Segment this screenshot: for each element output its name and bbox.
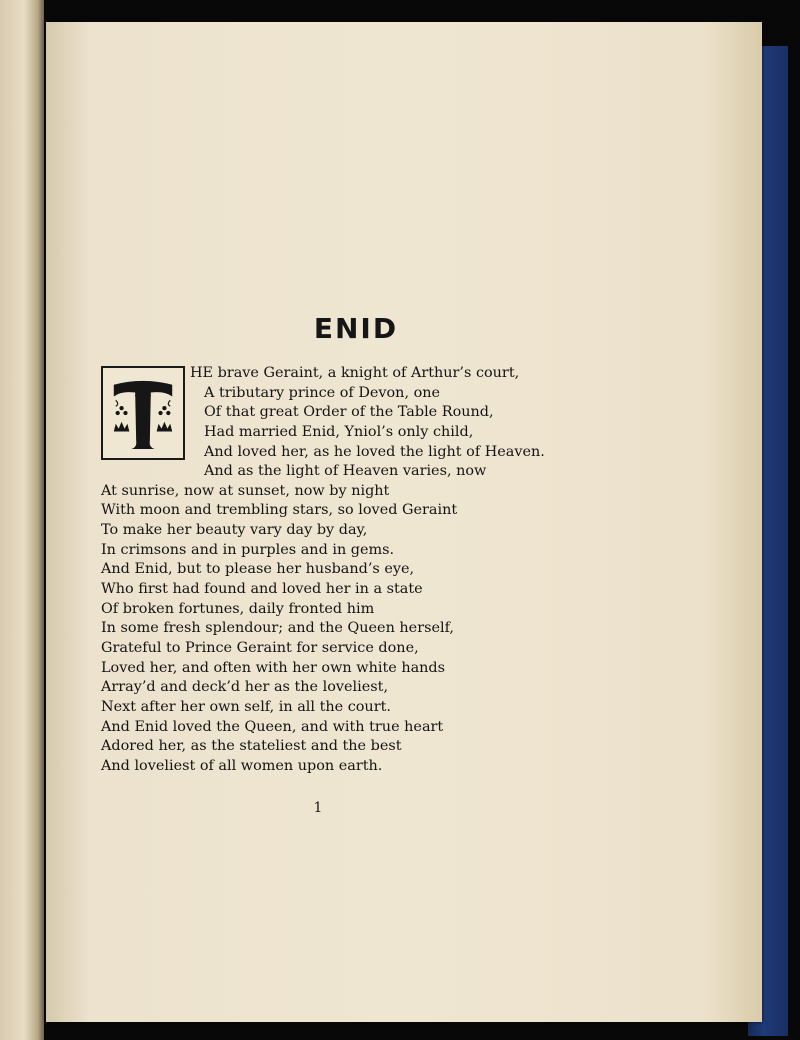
poem-line: And Enid, but to please her husband’s eye, xyxy=(101,561,415,578)
poem-line: To make her beauty vary day by day, xyxy=(101,522,368,539)
poem-line: Who first had found and loved her in a state xyxy=(101,581,423,598)
left-page-edge xyxy=(0,0,44,1040)
poem-line: And as the light of Heaven varies, now xyxy=(204,463,487,480)
chapter-title: ENID xyxy=(313,312,399,345)
poem-line: And loveliest of all women upon earth. xyxy=(101,757,383,774)
poem-line: In crimsons and in purples and in gems. xyxy=(101,541,395,558)
poem-text xyxy=(101,364,741,776)
poem-line: At sunrise, now at sunset, now by night xyxy=(101,482,390,499)
poem-line: With moon and trembling stars, so loved Geraint xyxy=(101,502,458,519)
poem-line: Next after her own self, in all the court. xyxy=(101,698,391,715)
poem-line: Of that great Order of the Table Round, xyxy=(204,404,494,421)
poem-line: Adored her, as the stateliest and the best xyxy=(101,738,402,755)
poem-line: Of broken fortunes, daily fronted him xyxy=(101,600,375,617)
poem-line: Grateful to Prince Geraint for service done, xyxy=(101,639,419,656)
poem-line: Array’d and deck’d her as the loveliest, xyxy=(101,679,389,696)
page-number: 1 xyxy=(313,800,323,816)
poem-line: And Enid loved the Queen, and with true heart xyxy=(101,718,444,735)
poem-line: Had married Enid, Yniol’s only child, xyxy=(204,423,474,440)
poem-line: Loved her, and often with her own white hands xyxy=(101,659,446,676)
book-page xyxy=(46,22,762,1022)
poem-line: HE brave Geraint, a knight of Arthur’s court, xyxy=(190,365,520,381)
poem-line: In some fresh splendour; and the Queen herself, xyxy=(101,620,454,637)
poem-line: And loved her, as he loved the light of Heaven. xyxy=(204,443,545,460)
poem-line: A tributary prince of Devon, one xyxy=(204,384,441,401)
